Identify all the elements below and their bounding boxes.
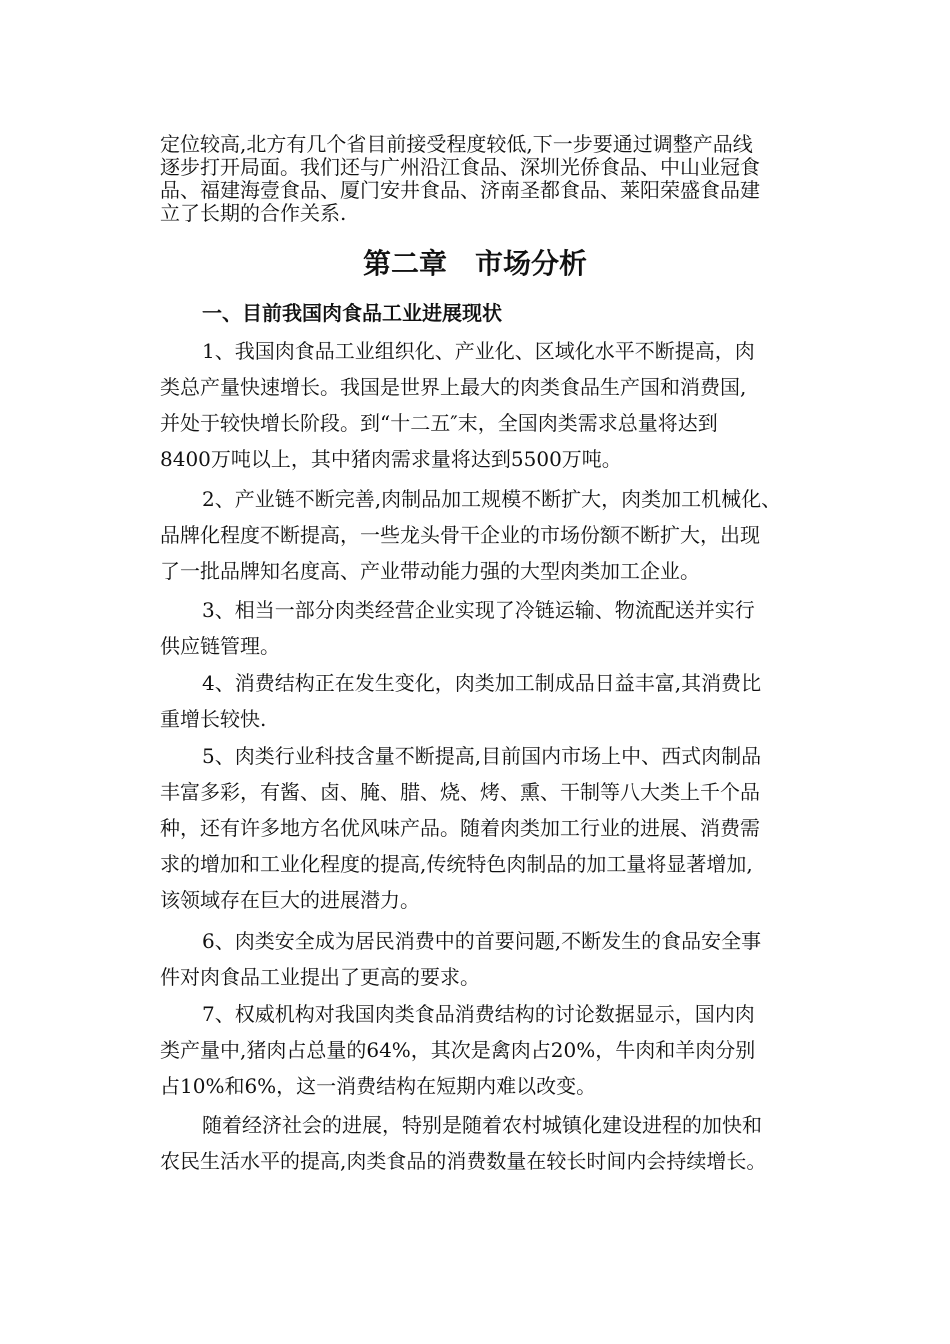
text-line: 逐步打开局面。我们还与广州沿江食品、深圳光侨食品、中山业冠食: [160, 155, 760, 179]
text-line: 了一批品牌知名度高、产业带动能力强的大型肉类加工企业。: [160, 559, 700, 583]
text-line: 供应链管理。: [160, 634, 280, 658]
text-line: 7、权威机构对我国肉类食品消费结构的讨论数据显示，国内肉: [202, 1002, 755, 1026]
paragraph-3: [160, 592, 850, 664]
text-line: 丰富多彩，有酱、卤、腌、腊、烧、烤、熏、干制等八大类上千个品: [160, 780, 760, 804]
text-line: 品牌化程度不断提高，一些龙头骨干企业的市场份额不断扩大，出现: [160, 523, 760, 547]
text-line: 1、我国肉食品工业组织化、产业化、区域化水平不断提高，肉: [202, 339, 755, 363]
paragraph-5: [160, 738, 850, 918]
text-line: 种，还有许多地方名优风味产品。随着肉类加工行业的进展、消费需: [160, 816, 760, 840]
text-line: 该领域存在巨大的进展潜力。: [160, 888, 420, 912]
intro-paragraph: [160, 133, 840, 225]
paragraph-1: [160, 333, 850, 477]
text-line: 品、福建海壹食品、厦门安井食品、济南圣都食品、莱阳荣盛食品建: [160, 178, 760, 202]
text-line: 3、相当一部分肉类经营企业实现了冷链运输、物流配送并实行: [202, 598, 755, 622]
text-line: 8400万吨以上，其中猪肉需求量将达到5500万吨。: [160, 447, 622, 471]
text-line: 占10%和6%，这一消费结构在短期内难以改变。: [160, 1074, 597, 1098]
text-line: 定位较高,北方有几个省目前接受程度较低,下一步要通过调整产品线: [160, 132, 753, 156]
text-line: 2、产业链不断完善,肉制品加工规模不断扩大，肉类加工机械化、: [202, 487, 782, 511]
text-line: 并处于较快增长阶段。到“十二五″末，全国肉类需求总量将达到: [160, 411, 718, 435]
paragraph-6: [160, 923, 850, 995]
paragraph-2: [160, 481, 850, 589]
text-line: 随着经济社会的进展，特别是随着农村城镇化建设进程的加快和: [202, 1113, 762, 1137]
text-line: 重增长较快.: [160, 707, 267, 731]
text-line: 4、消费结构正在发生变化，肉类加工制成品日益丰富,其消费比: [202, 671, 762, 695]
section-title: 一、目前我国肉食品工业进展现状: [202, 301, 502, 325]
text-line: 类产量中,猪肉占总量的64%，其次是禽肉占20%，牛肉和羊肉分别: [160, 1038, 756, 1062]
chapter-title: 第二章 市场分析: [362, 247, 587, 280]
paragraph-7: [160, 996, 850, 1104]
text-line: 求的增加和工业化程度的提高,传统特色肉制品的加工量将显著增加,: [160, 852, 753, 876]
paragraph-8: [160, 1107, 850, 1179]
text-line: 6、肉类安全成为居民消费中的首要问题,不断发生的食品安全事: [202, 929, 762, 953]
text-line: 件对肉食品工业提出了更高的要求。: [160, 965, 480, 989]
text-line: 农民生活水平的提高,肉类食品的消费数量在较长时间内会持续增长。: [160, 1149, 767, 1173]
paragraph-4: [160, 665, 850, 737]
text-line: 类总产量快速增长。我国是世界上最大的肉类食品生产国和消费国,: [160, 375, 747, 399]
text-line: 立了长期的合作关系.: [160, 201, 347, 225]
text-line: 5、肉类行业科技含量不断提高,目前国内市场上中、西式肉制品: [202, 744, 762, 768]
